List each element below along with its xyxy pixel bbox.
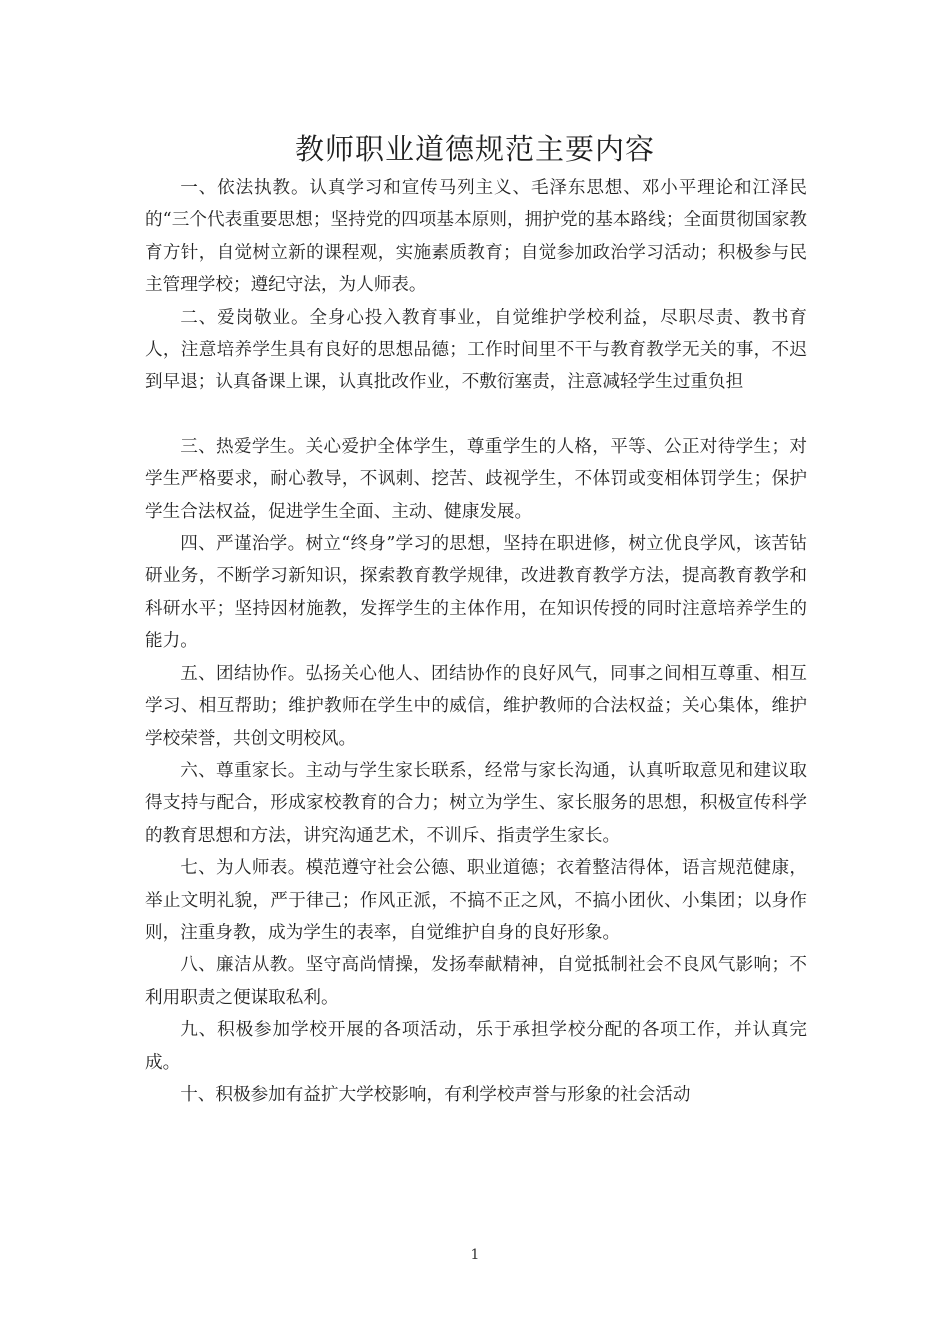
document-title: 教师职业道德规范主要内容 xyxy=(294,132,655,166)
paragraph-10-social-activities: 十、积极参加有益扩大学校影响，有利学校声誉与形象的社会活动 xyxy=(180,1084,691,1105)
paragraph-8-integrity: 八、廉洁从教。坚守高尚情操，发扬奉献精神，自觉抵制社会不良风气影响；不利用职责之便谋取私利。 xyxy=(145,955,807,1008)
paragraph-1-law-abiding: 一、依法执教。认真学习和宣传马列主义、毛泽东思想、邓小平理论和江泽民的“三个代表重要思想；坚持党的四项基本原则，拥护党的基本路线；全面贯彻国家教育方针，自觉树立新的课程观，实施素质教育；自觉参加政治学习活动；积极参与民主管理学校；遵纪守法，为人师表。 xyxy=(145,178,807,296)
paragraph-7-role-model: 七、为人师表。模范遵守社会公德、职业道德；衣着整洁得体，语言规范健康，举止文明礼貌，严于律己；作风正派，不搞不正之风，不搞小团伙、小集团；以身作则，注重身教，成为学生的表率，自觉维护自身的良好形象。 xyxy=(145,858,807,943)
paragraph-gap xyxy=(145,399,807,431)
paragraph-3-love-students: 三、热爱学生。关心爱护全体学生，尊重学生的人格，平等、公正对待学生；对学生严格要求，耐心教导，不讽刺、挖苦、歧视学生，不体罚或变相体罚学生；保护学生合法权益，促进学生全面、主动、健康发展。 xyxy=(145,436,807,522)
paragraph-5-teamwork: 五、团结协作。弘扬关心他人、团结协作的良好风气，同事之间相互尊重、相互学习、相互帮助；维护教师在学生中的威信，维护教师的合法权益；关心集体，维护学校荣誉，共创文明校风。 xyxy=(145,663,807,749)
paragraph-4-rigorous-scholarship: 四、严谨治学。树立“终身”学习的思想，坚持在职进修，树立优良学风，该苦钻研业务，不断学习新知识，探索教育教学规律，改进教育教学方法，提高教育教学和科研水平；坚持因材施教，发挥学生的主体作用，在知识传授的同时注意培养学生的能力。 xyxy=(145,534,807,652)
paragraph-6-respect-parents: 六、尊重家长。主动与学生家长联系，经常与家长沟通，认真听取意见和建议取得支持与配合，形成家校教育的合力；树立为学生、家长服务的思想，积极宣传科学的教育思想和方法，讲究沟通艺术，不训斥、指责学生家长。 xyxy=(145,760,807,846)
document-body xyxy=(145,172,807,1111)
page-number: 1 xyxy=(470,1247,480,1263)
paragraph-2-dedication: 二、爱岗敬业。全身心投入教育事业，自觉维护学校利益，尽职尽责、教书育人，注意培养学生具有良好的思想品德；工作时间里不干与教育教学无关的事，不迟到早退；认真备课上课，认真批改作业，不敷衍塞责，注意减轻学生过重负担 xyxy=(145,307,807,393)
paragraph-9-school-activities: 九、积极参加学校开展的各项活动，乐于承担学校分配的各项工作，并认真完成。 xyxy=(145,1020,807,1073)
